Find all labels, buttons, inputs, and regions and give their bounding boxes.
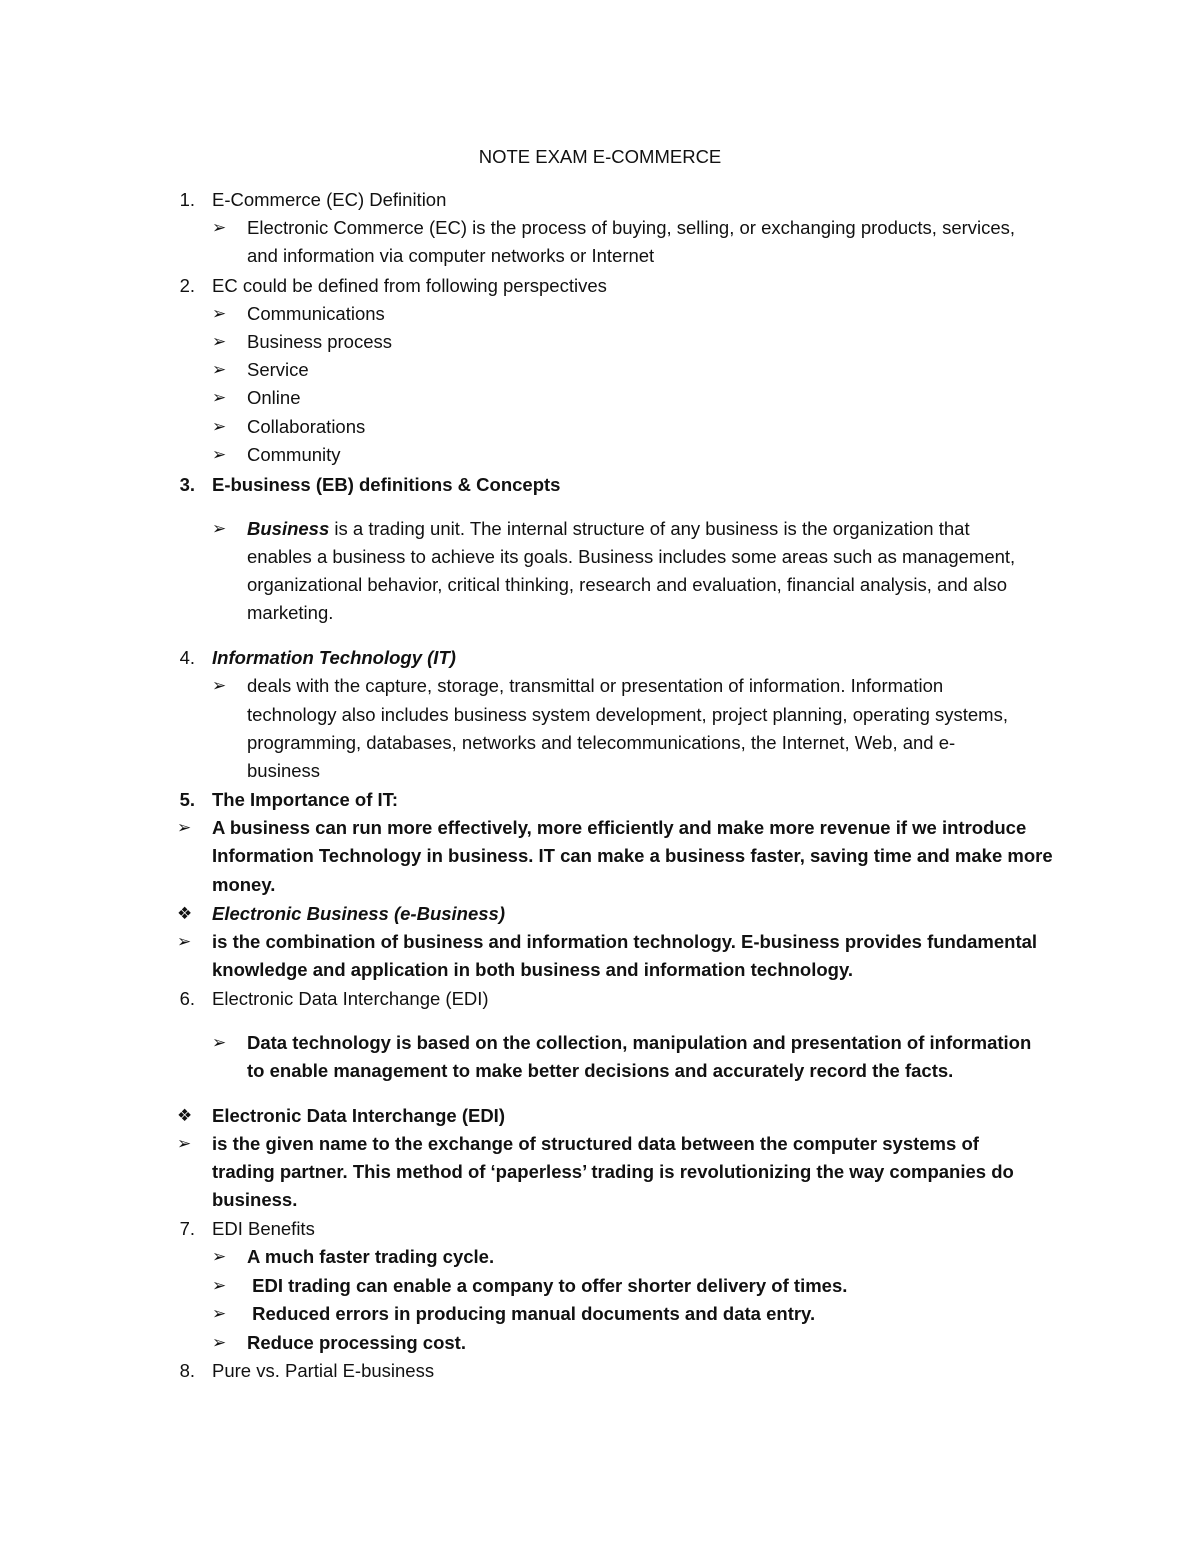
section-4-bullet-line: programming, databases, networks and telecommunications, the Internet, Web, and e-: [247, 732, 956, 753]
arrow-bullet-icon: ➢: [177, 818, 192, 837]
section-3-bullet-line: marketing.: [247, 602, 334, 623]
section-5-number: 5.: [179, 789, 195, 810]
edi-benefit-item: Reduced errors in producing manual documents and data entry.: [247, 1303, 816, 1324]
section-5-bullet-line: money.: [212, 874, 276, 895]
section-8-number: 8.: [179, 1360, 195, 1381]
section-3-heading: E-business (EB) definitions & Concepts: [212, 474, 561, 495]
section-6-bullet-line: Data technology is based on the collection, manipulation and presentation of information: [247, 1032, 1032, 1053]
page-title: NOTE EXAM E-COMMERCE: [478, 146, 722, 167]
edi-bullet-line: trading partner. This method of ‘paperless’ trading is revolutionizing the way companies do: [212, 1161, 1014, 1182]
perspective-item: Communications: [247, 303, 385, 324]
section-1-heading: E-Commerce (EC) Definition: [212, 189, 447, 210]
ebusiness-bullet-line: is the combination of business and information technology. E-business provides fundamental: [212, 931, 1038, 952]
section-4-bullet-line: business: [247, 760, 321, 781]
section-4-number: 4.: [179, 647, 195, 668]
arrow-bullet-icon: ➢: [212, 1247, 227, 1266]
edi-benefit-item: EDI trading can enable a company to offer shorter delivery of times.: [247, 1275, 848, 1296]
section-1-bullet-line: Electronic Commerce (EC) is the process of buying, selling, or exchanging products, services,: [247, 217, 1016, 238]
arrow-bullet-icon: ➢: [177, 1134, 192, 1153]
diamond-bullet-icon: ❖: [177, 904, 193, 923]
edi-subheading: Electronic Data Interchange (EDI): [212, 1105, 505, 1126]
arrow-bullet-icon: ➢: [212, 1304, 227, 1323]
arrow-bullet-icon: ➢: [212, 519, 227, 538]
section-3-bullet-line: enables a business to achieve its goals. Business includes some areas such as management,: [247, 546, 1016, 567]
ebusiness-bullet-line: knowledge and application in both business and information technology.: [212, 959, 854, 980]
section-5-bullet-line: Information Technology in business. IT can make a business faster, saving time and make more: [212, 845, 1053, 866]
section-3-bullet-line: [247, 515, 970, 543]
perspective-item: Collaborations: [247, 416, 366, 437]
business-term: Business: [247, 518, 330, 539]
edi-benefit-item: A much faster trading cycle.: [247, 1246, 495, 1267]
arrow-bullet-icon: ➢: [212, 417, 227, 436]
arrow-bullet-icon: ➢: [212, 1033, 227, 1052]
section-4-bullet-line: technology also includes business system development, project planning, operating systems,: [247, 704, 1008, 725]
diamond-bullet-icon: ❖: [177, 1106, 193, 1125]
section-1-number: 1.: [179, 189, 195, 210]
arrow-bullet-icon: ➢: [212, 676, 227, 695]
arrow-bullet-icon: ➢: [212, 304, 227, 323]
section-3-bullet-line: organizational behavior, critical thinking, research and evaluation, financial analysis, and also: [247, 574, 1007, 595]
perspective-item: Online: [247, 387, 301, 408]
edi-benefit-item: Reduce processing cost.: [247, 1332, 466, 1353]
section-2-heading: EC could be defined from following perspectives: [212, 275, 607, 296]
arrow-bullet-icon: ➢: [212, 360, 227, 379]
arrow-bullet-icon: ➢: [177, 932, 192, 951]
section-1-bullet-line: and information via computer networks or Internet: [247, 245, 655, 266]
arrow-bullet-icon: ➢: [212, 445, 227, 464]
section-3-number: 3.: [179, 474, 195, 495]
section-5-bullet-line: A business can run more effectively, more efficiently and make more revenue if we introduce: [212, 817, 1027, 838]
arrow-bullet-icon: ➢: [212, 218, 227, 237]
perspective-item: Community: [247, 444, 341, 465]
section-6-number: 6.: [179, 988, 195, 1009]
arrow-bullet-icon: ➢: [212, 388, 227, 407]
arrow-bullet-icon: ➢: [212, 1276, 227, 1295]
section-8-heading: Pure vs. Partial E-business: [212, 1360, 435, 1381]
ebusiness-subheading: Electronic Business (e-Business): [212, 903, 506, 924]
edi-bullet-line: is the given name to the exchange of structured data between the computer systems of: [212, 1133, 979, 1154]
edi-bullet-line: business.: [212, 1189, 298, 1210]
section-7-number: 7.: [179, 1218, 195, 1239]
arrow-bullet-icon: ➢: [212, 1333, 227, 1352]
perspective-item: Business process: [247, 331, 392, 352]
section-2-number: 2.: [179, 275, 195, 296]
arrow-bullet-icon: ➢: [212, 332, 227, 351]
section-6-bullet-line: to enable management to make better decisions and accurately record the facts.: [247, 1060, 954, 1081]
business-definition: is a trading unit. The internal structure of any business is the organization that: [329, 518, 970, 539]
section-5-heading: The Importance of IT:: [212, 789, 399, 810]
section-4-bullet-line: deals with the capture, storage, transmittal or presentation of information. Information: [247, 675, 944, 696]
section-4-heading: Information Technology (IT): [212, 647, 456, 668]
section-6-heading: Electronic Data Interchange (EDI): [212, 988, 489, 1009]
perspective-item: Service: [247, 359, 309, 380]
section-7-heading: EDI Benefits: [212, 1218, 315, 1239]
